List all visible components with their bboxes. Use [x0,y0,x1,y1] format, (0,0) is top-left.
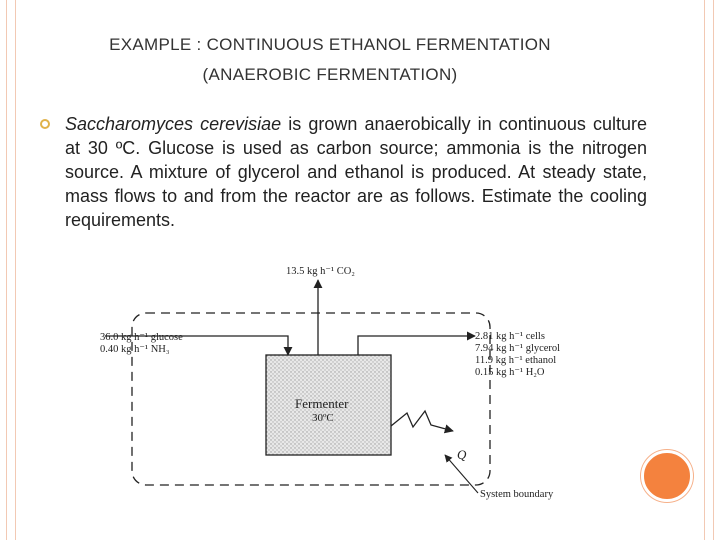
heat-arrow [391,411,453,431]
nh3-label: 0.40 kg h⁻¹ NH₃ [100,344,170,355]
boundary-label: System boundary [480,489,554,500]
temperature-label: 30ºC [312,412,334,424]
body-paragraph [65,112,647,232]
body-text: is grown anaerobically in continuous culture at 30 ºC. Glucose is used as carbon source; ammonia is the nitrogen source. A mixture of glycerol and ethanol is produced. At steady state, mass flows to and from the reactor are as follows. Estimate the cooling requirements. [65,114,647,230]
fermenter-label: Fermenter [295,396,349,411]
right-frame-border [704,0,714,540]
bullet-icon [40,119,50,129]
title-example-word: EXAMPLE [109,35,192,54]
fermenter-diagram [90,255,580,515]
glycerol-label: 7.94 kg h⁻¹ glycerol [475,343,561,354]
title-line-2 [0,60,660,90]
title-line1-text: CONTINUOUS ETHANOL FERMENTATION [206,35,551,54]
title-separator: : [191,35,207,54]
slide-title [0,30,660,90]
glucose-label: 36.0 kg h⁻¹ glucose [100,332,183,343]
ethanol-label: 11.9 kg h⁻¹ ethanol [475,355,557,366]
water-label: 0.15 kg h⁻¹ H₂O [475,367,545,378]
cells-label: 2.81 kg h⁻¹ cells [475,331,545,342]
decorative-orange-circle [641,450,693,502]
heat-label: Q [457,447,467,462]
organism-name: Saccharomyces cerevisiae [65,114,282,134]
outflow-arrow [358,336,475,355]
title-line-1 [0,30,660,60]
co2-label: 13.5 kg h⁻¹ CO₂ [286,266,355,277]
title-line2-text: (ANAEROBIC FERMENTATION) [202,65,458,84]
